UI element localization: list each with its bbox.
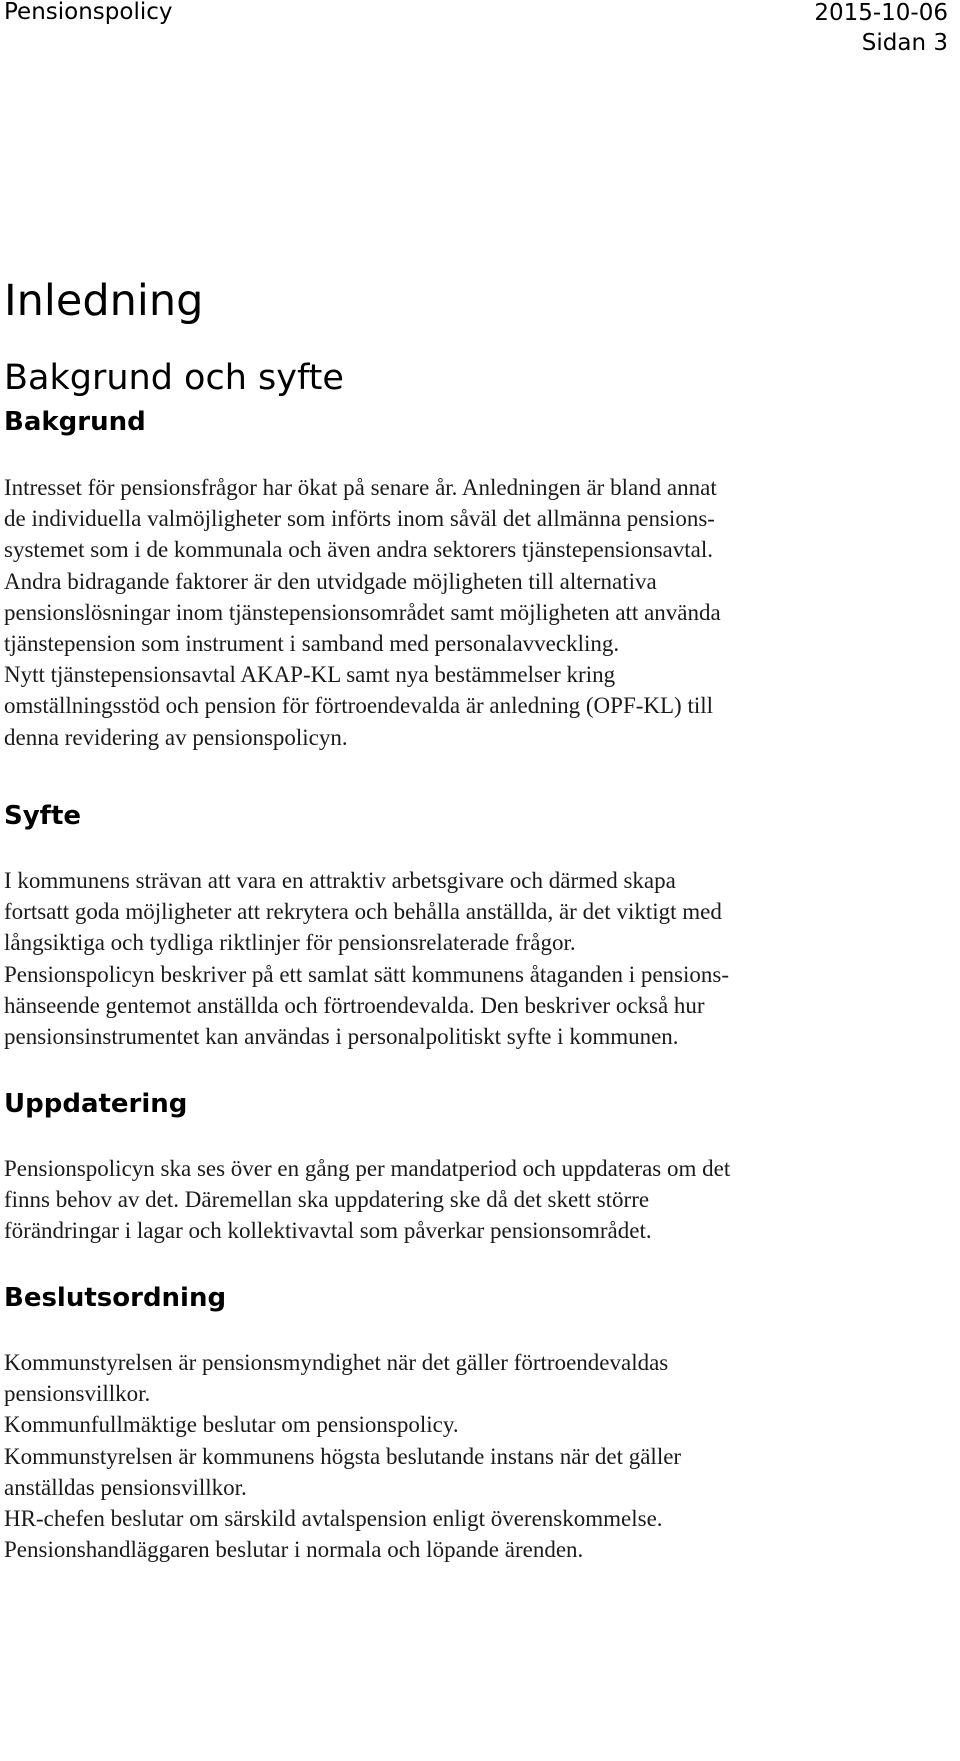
text-line: HR-chefen beslutar om särskild avtalspension enligt överenskommelse. [4,1506,663,1532]
text-line: de individuella valmöjligheter som införts inom såväl det allmänna pensions- [4,506,715,532]
text-line: Kommunstyrelsen är pensionsmyndighet när det gäller förtroendevaldas [4,1350,669,1375]
paragraph-beslutsordning [4,1347,681,1565]
paragraph-syfte [4,865,729,1052]
paragraph-bakgrund [4,472,721,753]
text-line: Pensionspolicyn ska ses över en gång per mandatperiod och uppdateras om det [4,1156,731,1181]
text-line: I kommunens strävan att vara en attraktiv arbetsgivare och därmed skapa [4,868,676,893]
text-line: Kommunstyrelsen är kommunens högsta beslutande instans när det gäller [4,1443,682,1469]
text-line: Andra bidragande faktorer är den utvidgade möjligheten till alternativa [4,568,657,594]
subsection-heading-uppdatering: Uppdatering [4,1089,188,1119]
section-heading: Bakgrund och syfte [4,358,344,398]
text-line: hänseende gentemot anställda och förtroendevalda. Den beskriver också hur [4,992,705,1018]
text-line: omställningsstöd och pension för förtroendevalda är anledning (OPF-KL) till [4,693,714,719]
subsection-heading-bakgrund: Bakgrund [4,407,146,437]
text-line: tjänstepension som instrument i samband med personalavveckling. [4,631,620,657]
text-line: Nytt tjänstepensionsavtal AKAP-KL samt nya bestämmelser kring [4,662,616,688]
paragraph-uppdatering [4,1153,730,1247]
text-line: Pensionshandläggaren beslutar i normala och löpande ärenden. [4,1537,584,1563]
document-date: 2015-10-06 [814,0,948,26]
text-line: förändringar i lagar och kollektivavtal som påverkar pensionsområdet. [4,1218,652,1244]
text-line: denna revidering av pensionspolicyn. [4,724,348,750]
chapter-heading: Inledning [4,276,204,326]
text-line: systemet som i de kommunala och även andra sektorers tjänstepensionsavtal. [4,537,713,563]
header-meta [814,0,948,58]
text-line: finns behov av det. Däremellan ska uppdatering ske då det skett större [4,1187,650,1213]
text-line: Pensionspolicyn beskriver på ett samlat sätt kommunens åtaganden i pensions- [4,961,729,987]
text-line: långsiktiga och tydliga riktlinjer för pensionsrelaterade frågor. [4,930,576,956]
subsection-heading-beslutsordning: Beslutsordning [4,1283,227,1313]
text-line: fortsatt goda möjligheter att rekrytera och behålla anställda, är det viktigt med [4,899,722,925]
text-line: pensionsvillkor. [4,1381,151,1407]
text-line: Intresset för pensionsfrågor har ökat på senare år. Anledningen är bland annat [4,475,717,500]
text-line: pensionsinstrumentet kan användas i personalpolitiskt syfte i kommunen. [4,1024,679,1050]
document-title: Pensionspolicy [4,0,173,25]
subsection-heading-syfte: Syfte [4,801,82,831]
text-line: pensionslösningar inom tjänstepensionsområdet samt möjligheten att använda [4,599,721,625]
page-number: Sidan 3 [861,30,948,56]
text-line: anställdas pensionsvillkor. [4,1474,247,1500]
text-line: Kommunfullmäktige beslutar om pensionspolicy. [4,1412,459,1438]
